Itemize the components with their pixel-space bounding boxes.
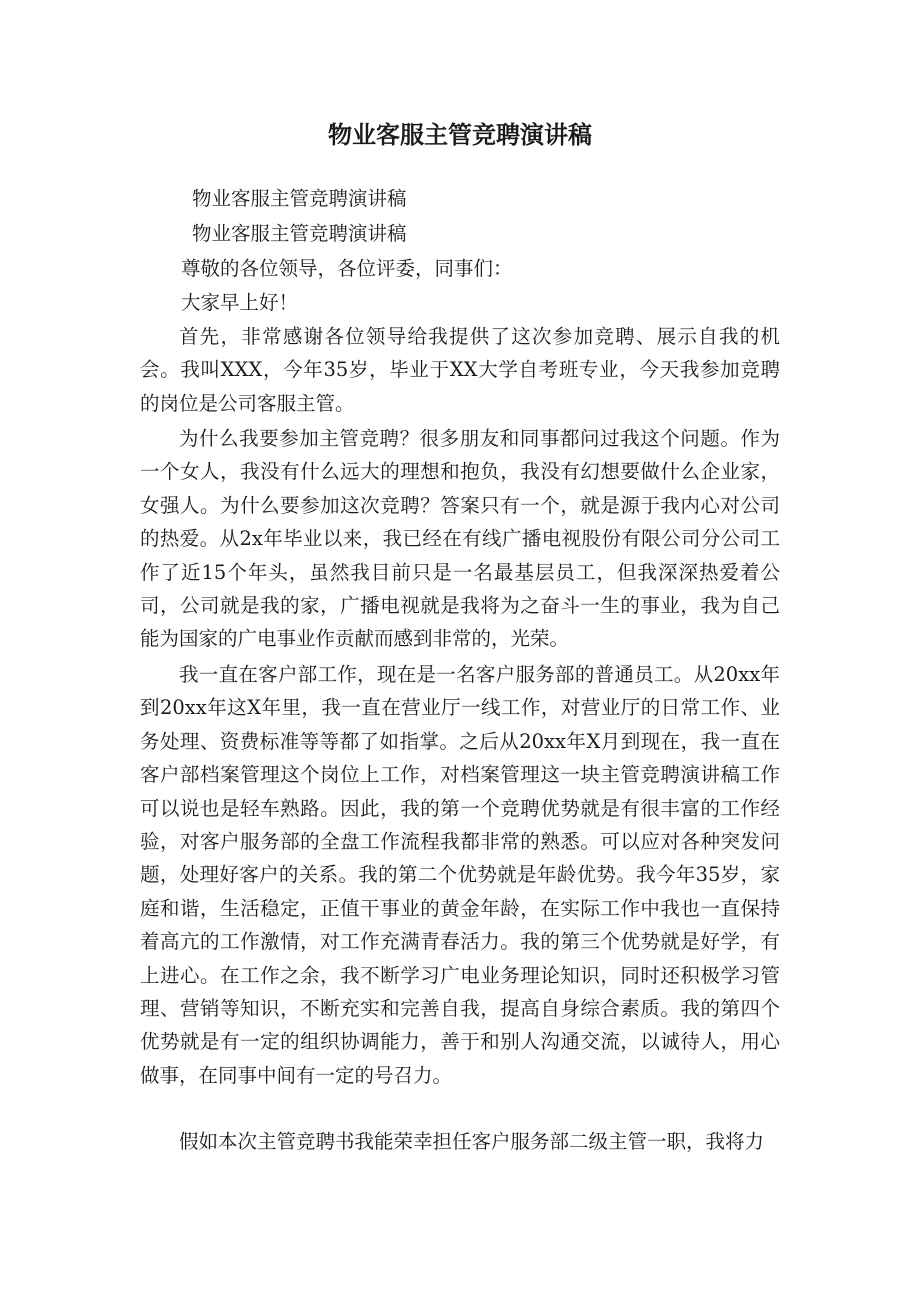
subtitle-line-1: 物业客服主管竞聘演讲稿 xyxy=(192,187,407,210)
paragraph-commitment: 假如本次主管竞聘书我能荣幸担任客户服务部二级主管一职，我将力 xyxy=(179,1130,765,1153)
greeting: 大家早上好！ xyxy=(181,291,299,314)
paragraph-advantages: 我一直在客户部工作，现在是一名客户服务部的普通员工。从20xx年到20xx年这X年里，我一直在营业厅一线工作，对营业厅的日常工作、业务处理、资费标准等等都了如指掌。之后从20xx年X月到现在，我一直在客户部档案管理这个岗位上工作，对档案管理这一块主管竞聘演讲稿工作可以说也是轻车熟路。因此，我的第一个竞聘优势就是有很丰富的工作经验，对客户服务部的全盘工作流程我都非常的熟悉。可以应对各种突发问题，处理好客户的关系。我的第二个优势就是年龄优势。我今年35岁，家庭和谐，生活稳定，正值干事业的黄金年龄，在实际工作中我也一直保持着高亢的工作激情，对工作充满青春活力。我的第三个优势就是好学，有上进心。在工作之余，我不断学习广电业务理论知识，同时还积极学习管理、营销等知识，不断充实和完善自我，提高自身综合素质。我的第四个优势就是有一定的组织协调能力，善于和别人沟通交流，以诚待人，用心做事，在同事中间有一定的号召力。 xyxy=(140,663,780,1087)
salutation: 尊敬的各位领导，各位评委，同事们： xyxy=(181,257,513,280)
paragraph-intro: 首先，非常感谢各位领导给我提供了这次参加竞聘、展示自我的机会。我叫XXX，今年35岁，毕业于XX大学自考班专业，今天我参加竞聘的岗位是公司客服主管。 xyxy=(140,325,780,415)
document-title: 物业客服主管竞聘演讲稿 xyxy=(328,121,592,149)
subtitle-line-2: 物业客服主管竞聘演讲稿 xyxy=(192,222,407,245)
paragraph-motivation: 为什么我要参加主管竞聘？很多朋友和同事都问过我这个问题。作为一个女人，我没有什么远大的理想和抱负，我没有幻想要做什么企业家，女强人。为什么要参加这次竞聘？答案只有一个，就是源于我内心对公司的热爱。从2x年毕业以来，我已经在有线广播电视股份有限公司分公司工作了近15个年头，虽然我目前只是一名最基层员工，但我深深热爱着公司，公司就是我的家，广播电视就是我将为之奋斗一生的事业，我为自己能为国家的广电事业作贡献而感到非常的，光荣。 xyxy=(140,427,780,651)
